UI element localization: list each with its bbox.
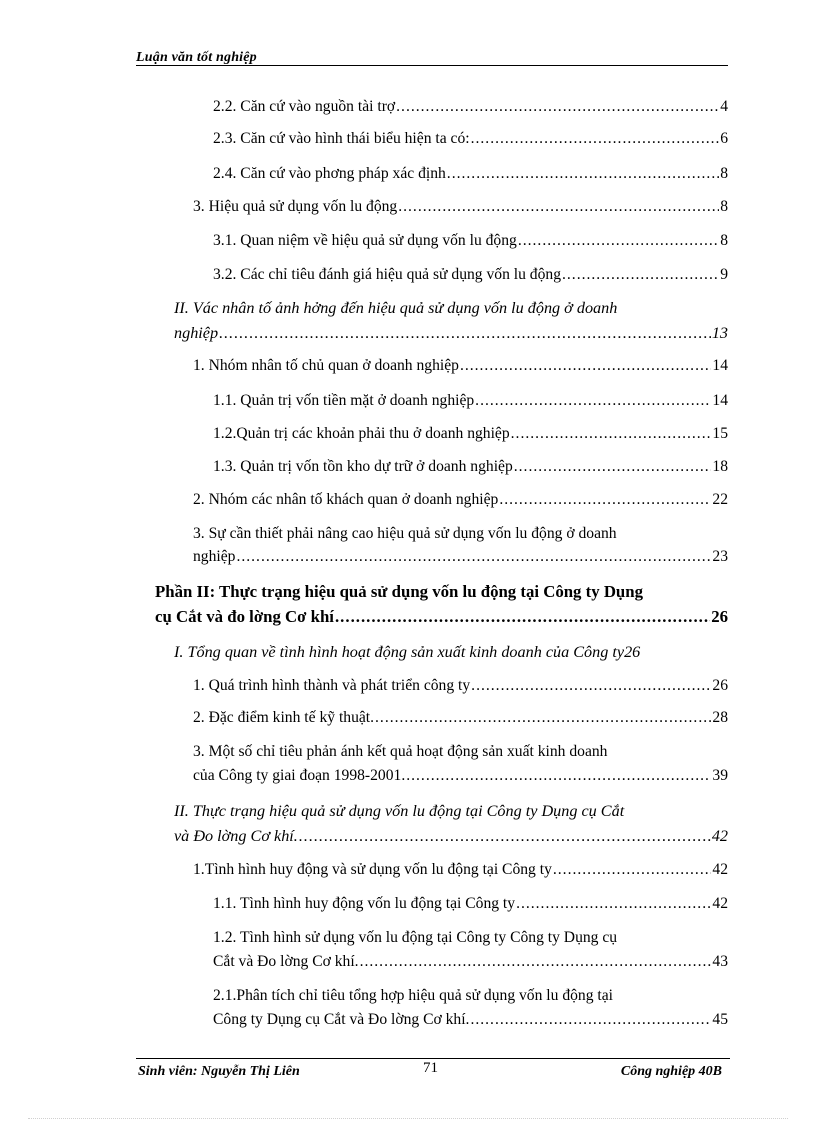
dot-leader [470,1011,711,1029]
toc-entry-text: 1.1. Quản trị vốn tiền mặt ở doanh nghiệp [213,392,475,409]
toc-entry-section-ii[interactable] [174,299,728,342]
dot-leader [398,198,719,216]
toc-entry-text: 2. Nhóm các nhân tố khách quan ở doanh nghiệp [193,491,499,508]
toc-page-number: 22 [712,491,728,508]
toc-entry-part-ii[interactable] [155,583,728,626]
toc-entry-text: nghiệp [174,324,219,342]
toc-entry-text: 1. Nhóm nhân tố chủ quan ở doanh nghiệp [193,357,459,374]
toc-entry-text: cụ Cắt và đo lờng Cơ khí [155,607,334,626]
dot-leader [516,895,711,913]
toc-entry-part-ii-ii-1-2[interactable] [213,929,728,971]
dot-leader [471,130,720,148]
toc-entry-text: Công ty Dụng cụ Cắt và Đo lờng Cơ khí. [213,1011,470,1028]
toc-entry-3[interactable] [193,198,728,216]
dot-leader [335,608,710,626]
toc-page-number: 42 [712,861,728,878]
toc-entry-part-ii-ii-2-1[interactable] [213,987,728,1029]
footer-rule [136,1058,730,1059]
toc-page-number: 4 [720,98,728,115]
toc-page-number: 18 [712,458,728,475]
toc-entry-3-2[interactable] [213,266,728,284]
toc-page-number: 26 [624,643,641,661]
toc-entry-text: Cắt và Đo lờng Cơ khí. [213,953,359,970]
toc-entry-part-ii-i-2[interactable] [193,709,728,727]
page-header [136,46,728,66]
toc-entry-2-2[interactable] [213,98,728,116]
footer-page-number: 71 [423,1060,438,1076]
dot-leader [447,165,719,183]
dot-leader [562,266,719,284]
toc-page-number: 42 [711,827,728,845]
toc-entry-ii-3[interactable] [193,525,728,566]
toc-page-number: 45 [712,1011,728,1028]
toc-page-number: 26 [712,677,728,694]
dot-leader [396,98,719,116]
toc-entry-part-ii-i[interactable] [174,643,728,661]
toc-entry-2-4[interactable] [213,165,728,183]
dot-leader [518,232,719,250]
dot-leader [375,709,711,727]
toc-entry-text: 2.2. Căn cứ vào nguồn tài trợ [213,98,396,115]
toc-page-number: 9 [720,266,728,283]
toc-entry-text-line1: Phần II: Thực trạng hiệu quả sử dụng vốn lu động tại Công ty Dụng [155,582,643,601]
toc-page-number: 42 [712,895,728,912]
dot-leader [514,458,712,476]
toc-entry-text-line1: 1.2. Tình hình sử dụng vốn lu động tại Công ty Công ty Dụng cụ [213,929,618,946]
toc-entry-ii-1[interactable] [193,357,728,375]
toc-entry-text-line1: 3. Một số chỉ tiêu phản ánh kết quả hoạt động sản xuất kinh doanh [193,743,608,760]
toc-entry-text-line1: II. Thực trạng hiệu quả sử dụng vốn lu động tại Công ty Dụng cụ Cắt [174,802,625,820]
toc-entry-text: 2. Đặc điểm kinh tế kỹ thuật. [193,709,375,726]
bottom-dotted-rule [28,1118,788,1119]
header-rule [136,65,728,66]
dot-leader [460,357,711,375]
toc-entry-text: nghiệp [193,548,236,565]
dot-leader [471,677,711,695]
toc-page-number: 14 [712,357,728,374]
toc-entry-part-ii-ii[interactable] [174,802,728,845]
toc-entry-text: 2.4. Căn cứ vào phơng pháp xác định [213,165,446,182]
toc-page-number: 14 [712,392,728,409]
dot-leader [219,324,711,342]
toc-entry-part-ii-ii-1-1[interactable] [213,895,728,913]
header-title: Luận văn tốt nghiệp [136,50,257,65]
toc-page-number: 26 [711,607,728,626]
dot-leader [360,953,712,971]
toc-entry-part-ii-i-3[interactable] [193,743,728,785]
toc-entry-text: 1.3. Quản trị vốn tồn kho dự trữ ở doanh nghiệp [213,458,513,475]
toc-entry-part-ii-i-1[interactable] [193,677,728,695]
toc-entry-text: 1. Quá trình hình thành và phát triển công ty [193,677,471,694]
page-footer [136,1050,730,1080]
toc-entry-2-3[interactable] [213,130,728,148]
toc-entry-text: 3.1. Quan niệm về hiệu quả sử dụng vốn lu động [213,232,517,249]
toc-page-number: 8 [720,232,728,249]
toc-entry-text-line1: II. Vác nhân tố ảnh hởng đến hiệu quả sử dụng vốn lu động ở doanh [174,299,618,317]
toc-page-number: 6 [720,130,728,147]
toc-page-number: 28 [712,709,728,726]
toc-entry-text: 2.3. Căn cứ vào hình thái biểu hiện ta có: [213,130,470,147]
toc-page-number: 15 [712,425,728,442]
toc-entry-text: 1.Tình hình huy động và sử dụng vốn lu động tại Công ty [193,861,552,878]
dot-leader [511,425,712,443]
toc-entry-text: 1.2.Quản trị các khoản phải thu ở doanh nghiệp [213,425,510,442]
dot-leader [406,767,711,785]
dot-leader [499,491,711,509]
toc-entry-text-line1: 2.1.Phân tích chỉ tiêu tổng hợp hiệu quả sử dụng vốn lu động tại [213,987,614,1004]
toc-page-number: 8 [720,198,728,215]
toc-entry-text: I. Tổng quan về tình hình hoạt động sản xuất kinh doanh của Công ty [174,643,625,661]
toc-entry-3-1[interactable] [213,232,728,250]
toc-entry-text-line1: 3. Sự cần thiết phải nâng cao hiệu quả sử dụng vốn lu động ở doanh [193,525,617,542]
toc-entry-text: của Công ty giai đoạn 1998-2001. [193,767,406,784]
toc-entry-ii-1-3[interactable] [213,458,728,476]
toc-page-number: 39 [712,767,728,784]
dot-leader [236,548,711,566]
footer-class: Công nghiệp 40B [620,1064,722,1079]
toc-page-number: 8 [720,165,728,182]
toc-page-number: 43 [712,953,728,970]
dot-leader [475,392,711,410]
toc-page-number: 13 [711,324,728,342]
toc-page-number: 23 [712,548,728,565]
toc-entry-ii-1-1[interactable] [213,392,728,410]
toc-entry-text: 3.2. Các chỉ tiêu đánh giá hiệu quả sử dụng vốn lu động [213,266,561,283]
footer-student-name: Sinh viên: Nguyễn Thị Liên [138,1064,300,1079]
toc-entry-ii-2[interactable] [193,491,728,509]
toc-entry-text: và Đo lờng Cơ khí. [174,827,298,845]
toc-entry-ii-1-2[interactable] [213,425,728,443]
dot-leader [553,861,712,879]
toc-entry-text: 3. Hiệu quả sử dụng vốn lu động [193,198,398,215]
toc-entry-part-ii-ii-1[interactable] [193,861,728,879]
dot-leader [299,827,711,845]
toc-entry-text: 1.1. Tình hình huy động vốn lu động tại Công ty [213,895,516,912]
